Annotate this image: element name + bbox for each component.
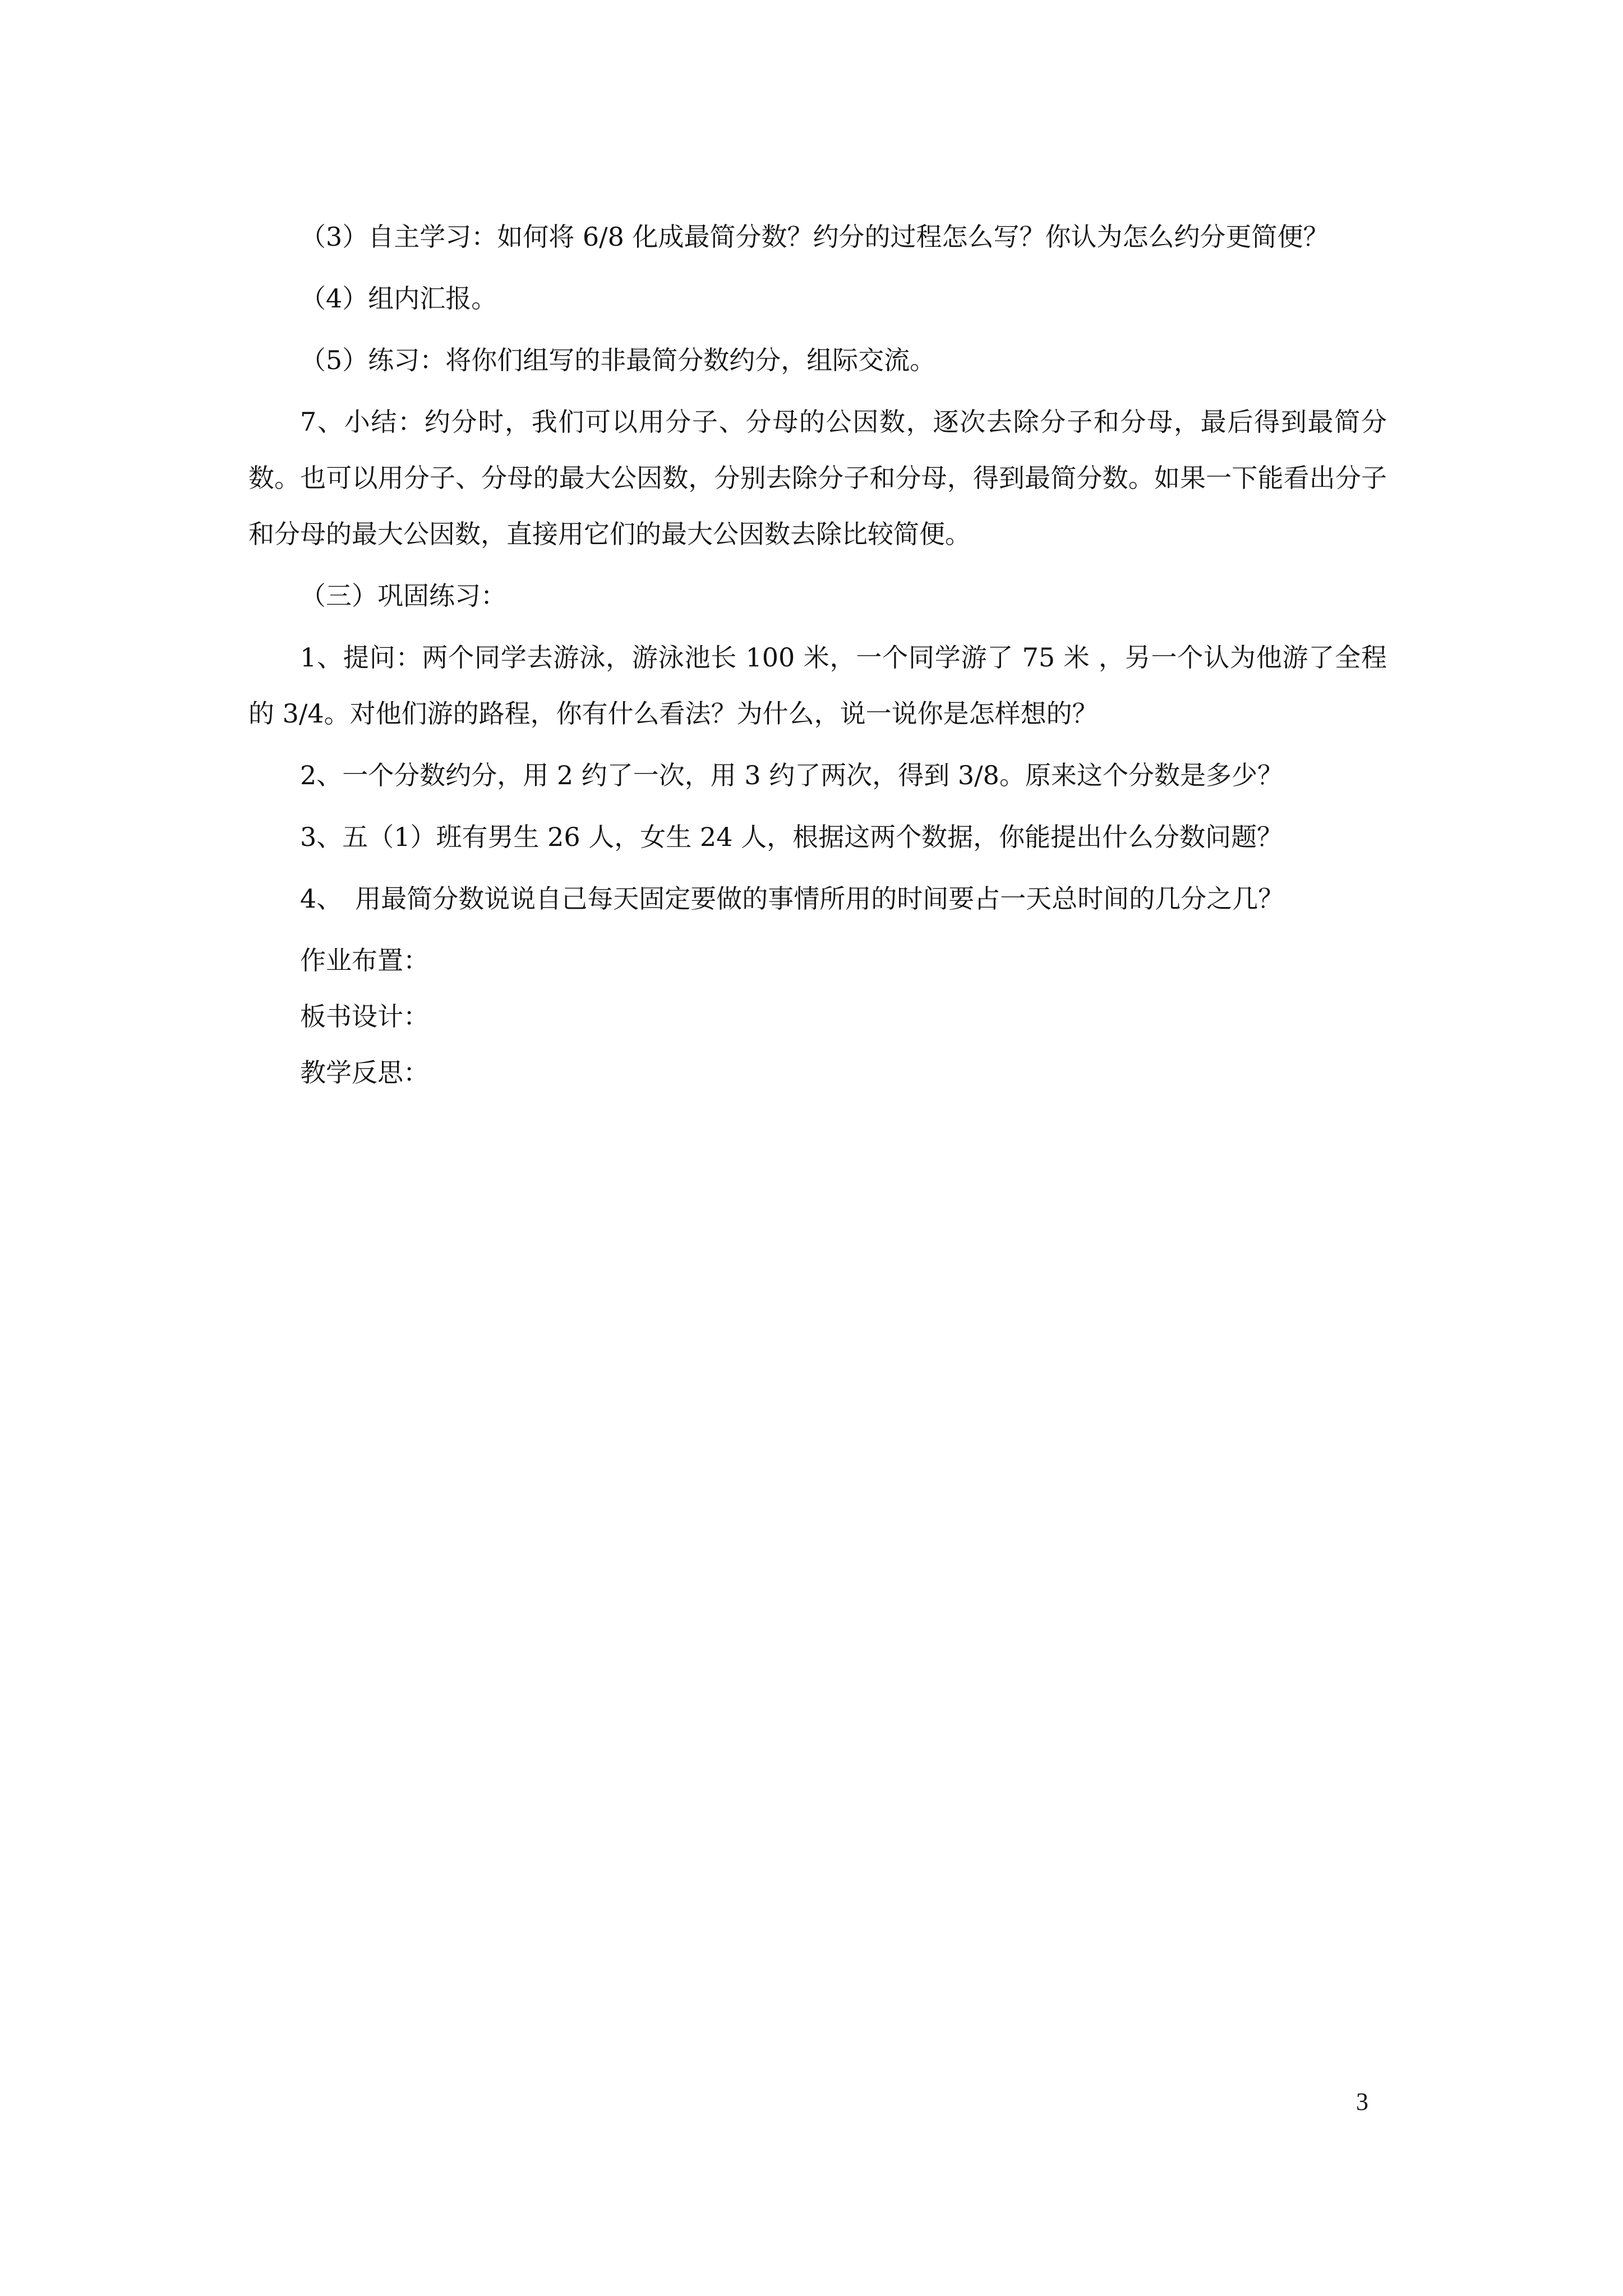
exercise-2: 2、一个分数约分，用 2 约了一次，用 3 约了两次，得到 3/8。原来这个分数是多少？ — [300, 760, 1283, 790]
exercise-3: 3、五（1）班有男生 26 人，女生 24 人，根据这两个数据，你能提出什么分数问题？ — [300, 822, 1283, 852]
paragraph-summary: 7、小结：约分时，我们可以用分子、分母的公因数，逐次去除分子和分母，最后得到最简分数。也可以用分子、分母的最大公因数，分别去除分子和分母，得到最简分数。如果一下能看出分子和分母的最大公因数，直接用它们的最大公因数去除比较简便。 — [248, 407, 1387, 549]
section-heading-consolidation: （三）巩固练习： — [300, 581, 506, 611]
paragraph-self-study: （3）自主学习：如何将 6/8 化成最简分数？约分的过程怎么写？你认为怎么约分更简便？ — [300, 222, 1329, 252]
paragraph-practice: （5）练习：将你们组写的非最简分数约分，组际交流。 — [300, 345, 936, 375]
teaching-reflection-label: 教学反思： — [300, 1057, 429, 1088]
page-number: 3 — [1356, 2088, 1368, 2115]
homework-label: 作业布置： — [300, 945, 429, 976]
paragraph-group-report: （4）组内汇报。 — [300, 283, 497, 314]
document-body — [248, 209, 1387, 1101]
board-design-label: 板书设计： — [300, 1001, 429, 1032]
exercise-1: 1、提问：两个同学去游泳，游泳池长 100 米，一个同学游了 75 米 ，另一个认为他游了全程的 3/4。对他们游的路程，你有什么看法？为什么，说一说你是怎样想的？ — [248, 642, 1387, 729]
exercise-4: 4、 用最简分数说说自己每天固定要做的事情所用的时间要占一天总时间的几分之几？ — [300, 884, 1284, 914]
